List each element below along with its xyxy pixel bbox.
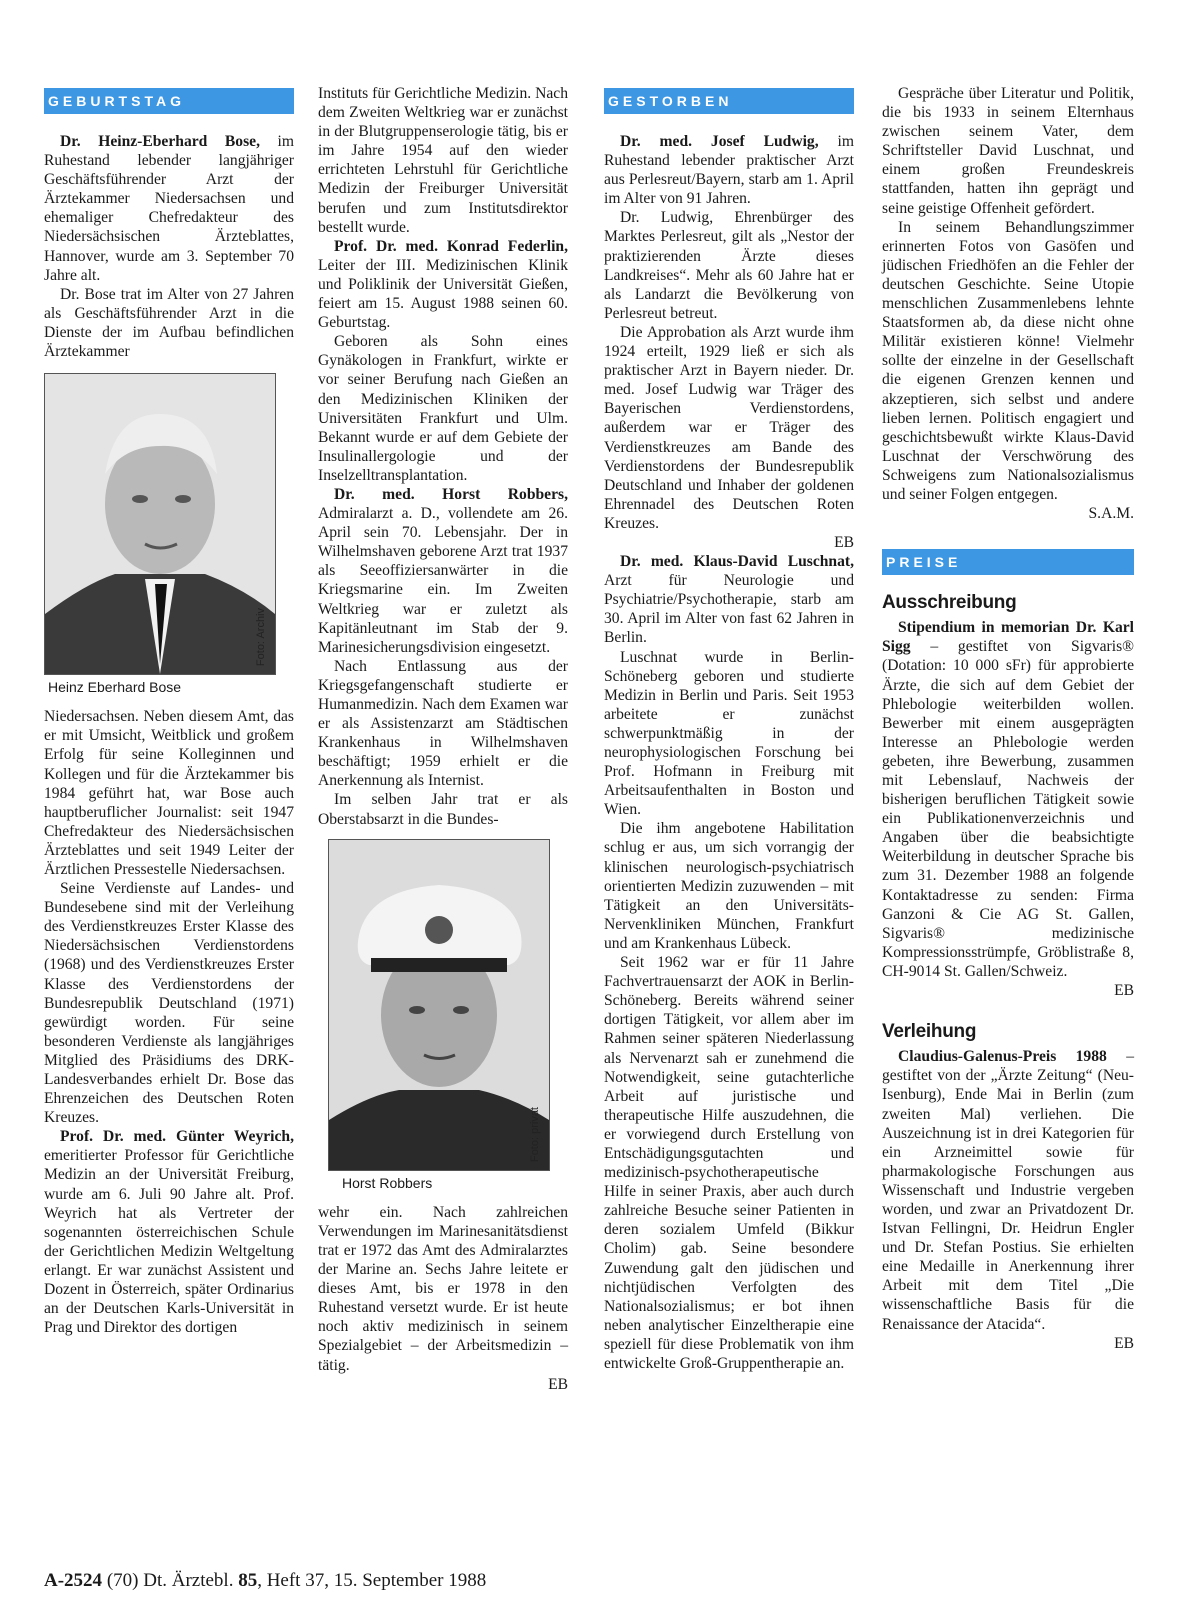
ausschreibung-text: Stipendium in memorian Dr. Karl Sigg – gestiftet von Sigvaris® (Dotation: 10 000 sFr) für approbierte Ärzte, die sich auf dem Gebiet der Phlebologie weiterbilden wollen. Bewerber mit einem ausgeprägten Interesse an Phlebologie werden gebeten, ihre Bewerbung, zusammen mit Lebenslauf, Nachweis der bisherigen beruflichen Tätigkeit sowie ein Publikationenverzeichnis und Angaben über die beabsichtigte Weiterbildung in deutscher Sprache bis zum 31. Dezember 1988 an folgende Kontaktadresse zu senden: Firma Ganzoni & Cie AG St. Gallen, Sigvaris® medizinische Kompressionsstrümpfe, Gröblistraße 8, CH-9014 St. Gallen/Schweiz. xyxy=(882,619,1134,980)
luschnat-intro: Dr. med. Klaus-David Luschnat, Arzt für Neurologie und Psychiatrie/Psychotherapie, starb am 30. April im Alter von fast 62 Jahren in Berlin. xyxy=(604,553,854,647)
column-2 xyxy=(318,84,568,1394)
robbers-photo xyxy=(328,839,550,1171)
section-banner-preise: PREISE xyxy=(882,549,1134,575)
federlin-intro: Prof. Dr. med. Konrad Federlin, Leiter der III. Medizinischen Klinik und Poliklinik der Universität Gießen, feiert am 15. August 1988 seinen 60. Geburtstag. xyxy=(318,237,568,332)
column-1 xyxy=(44,84,294,1337)
column-3 xyxy=(604,84,854,1373)
page-footer xyxy=(44,1570,486,1592)
footer-journal: (70) Dt. Ärztebl. xyxy=(102,1570,239,1591)
verleihung-signature-row xyxy=(882,1334,1134,1353)
bose-name: Dr. Heinz-Eberhard Bose, xyxy=(60,133,260,150)
luschnat-paragraph-4: Seit 1962 war er für 11 Jahre Fachvertrauensarzt der AOK in Berlin-Schöneberg. Bereits während seiner dortigen Tätigkeit, vor allem aber im Rahmen seiner späteren Niederlassung als Nervenarzt sah er zunehmend die Notwendigkeit, seine gutachterliche Arbeit auf juristische und therapeutische Hilfe auszudehnen, die er vorwiegend durch Erstellung von Entschädigungsgutachten und medizinisch-psychotherapeutische Hilfe in seiner Praxis, aber auch durch zahlreiche Besuche seiner Patienten in deren sozialem Umfeld (Bikkur Cholim) gab. Seine besondere Zuwendung galt den jüdischen und nichtjüdischen Verfolgten des Nationalsozialismus; er bot ihnen neben analytischer Einzeltherapie eine speziell für diese Problematik von ihm entwickelte Groß-Gruppentherapie an. xyxy=(604,954,854,1372)
robbers-signature-row xyxy=(318,1375,568,1394)
bose-paragraph-3: Seine Verdienste auf Landes- und Bundesebene sind mit der Verleihung des Verdienstkreuzes Erster Klasse des Niedersächsischen Verdienstordens (1968) und des Verdienstkreuzes Erster Klasse des Verdienstordens der Bundesrepublik Deutschland (1971) gewürdigt worden. Für seine besonderen Verdienste als langjähriges Mitglied des Präsidiums des DRK-Landesverbandes erhielt Dr. Bose das Ehrenzeichen des Deutschen Roten Kreuzes. xyxy=(44,880,294,1127)
ludwig-signature-row xyxy=(604,533,854,552)
bose-paragraph-2a: Dr. Bose trat im Alter von 27 Jahren als Geschäftsführender Arzt in die Dienste der im Aufbau befindlichen Ärztekammer xyxy=(44,285,294,361)
verleihung-text: Claudius-Galenus-Preis 1988 – gestiftet von der „Ärzte Zeitung“ (Neu-Isenburg), Ende Mai in Berlin (zum zweiten Mal) verliehen. Die Auszeichnung ist in drei Kategorien für ein Arzneimittel sowie für pharmakologische Forschungen aus Wissenschaft und Industrie vergeben worden, und zwar an Privatdozent Dr. Istvan Fellingni, Dr. Heidrun Engler und Dr. Stefan Postius. Sie erhielten eine Medaille in Anerkennung ihrer Arbeit mit dem Titel „Die wissenschaftliche Basis für die Renaissance der Atacida“. xyxy=(882,1048,1134,1333)
bose-paragraph-2b: Niedersachsen. Neben diesem Amt, das er mit Umsicht, Weitblick und großem Erfolg für seine Kolleginnen und Kollegen und für die Ärztekammer bis 1984 geführt hat, war Bose auch hauptberuflicher Journalist: seit 1947 Chefredakteur des Niedersächsischen Ärzteblattes und seit 1949 Leiter der Ärztlichen Pressestelle Niedersachsen. xyxy=(44,708,294,878)
footer-page-number: A-2524 xyxy=(44,1570,103,1591)
footer-issue: , Heft 37, 15. September 1988 xyxy=(257,1570,487,1591)
verleihung-heading: Verleihung xyxy=(882,1021,977,1043)
weyrich-continued: Instituts für Gerichtliche Medizin. Nach dem Zweiten Weltkrieg war er zunächst in der Blutgruppenserologie tätig, bis er im Jahre 1954 auf den wieder errichteten Lehrstuhl für Gerichtliche Medizin der Freiburger Universität berufen und zum Institutsdirektor bestellt wurde. xyxy=(318,85,568,236)
luschnat-signature: S.A.M. xyxy=(1088,505,1134,523)
verleihung-signature: EB xyxy=(1114,1334,1134,1352)
section-banner-geburtstag: GEBURTSTAG xyxy=(44,88,294,114)
footer-volume: 85 xyxy=(238,1570,258,1591)
luschnat-name: Dr. med. Klaus-David Luschnat, xyxy=(620,553,854,571)
luschnat-signature-row xyxy=(882,504,1134,523)
robbers-name: Dr. med. Horst Robbers, xyxy=(334,485,568,503)
ausschreibung-signature-row xyxy=(882,981,1134,1000)
bose-photo xyxy=(44,373,276,675)
ausschreibung-name: Stipendium in memorian Dr. Karl Sigg xyxy=(882,619,1134,656)
bose-caption: Heinz Eberhard Bose xyxy=(48,679,182,696)
robbers-paragraph-3b: wehr ein. Nach zahlreichen Verwendungen im Marinesanitätsdienst trat er 1972 das Amt des Admiralarztes der Marine an. Sechs Jahre leitete er dieses Amt, bis er 1978 in den Ruhestand versetzt wurde. Er ist heute noch aktiv medizinisch in seinem Spezialgebiet – der Arbeitsmedizin – tätig. xyxy=(318,1203,568,1374)
weyrich-name: Prof. Dr. med. Günter Weyrich, xyxy=(60,1128,294,1146)
robbers-intro: Dr. med. Horst Robbers, Admiralarzt a. D., vollendete am 26. April sein 70. Lebensjahr. Der in Wilhelmshaven geborene Arzt trat 1937 als Seeoffiziersanwärter in die Kriegsmarine ein. Im Zweiten Weltkrieg war er zuletzt als Kapitänleutnant im Stab der 9. Marinesicherungsdivision eingesetzt. xyxy=(318,485,568,656)
luschnat-paragraph-6: In seinem Behandlungszimmer erinnerten Fotos von Gasöfen und jüdischen Friedhöfen an die Fehler der deutschen Geschichte. Seine Utopie menschlichen Zusammenlebens lehnte Staatsformen ab, da diese nicht ohne Militär existieren könne! Vielmehr sollte der einzelne in der Gesellschaft die eigenen Grenzen kennen und akzeptieren, sich selbst und andere lieben lernen. Politisch engagiert und geschichtsbewußt wirkte Klaus-David Luschnat der Verschwörung des Schweigens zum Nationalsozialismus und seiner Folgen entgegen. xyxy=(882,218,1134,503)
ausschreibung-heading: Ausschreibung xyxy=(882,592,1017,614)
verleihung-name: Claudius-Galenus-Preis 1988 xyxy=(898,1048,1107,1066)
federlin-paragraph-2: Geboren als Sohn eines Gynäkologen in Frankfurt, wirkte er vor seiner Berufung nach Gießen an den Medizinischen Kliniken der Universitäten Frankfurt und Ulm. Bekannt wurde er auf dem Gebiete der Insulinallergologie und der Inselzelltransplantation. xyxy=(318,333,568,484)
federlin-name: Prof. Dr. med. Konrad Federlin, xyxy=(334,237,568,255)
ludwig-name: Dr. med. Josef Ludwig, xyxy=(620,133,819,150)
weyrich-intro: Prof. Dr. med. Günter Weyrich, emeritierter Professor für Gerichtliche Medizin an der Universität Freiburg, wurde am 6. Juli 90 Jahre alt. Prof. Weyrich hat als Vertreter der sogenannten österreichischen Schule der Gerichtlichen Medizin Weltgeltung erlangt. Er war zunächst Assistent und Dozent in Österreich, später Ordinarius an der Deutschen Karls-Universität in Prag und Direktor des dortigen xyxy=(44,1128,294,1337)
luschnat-paragraph-3: Die ihm angebotene Habilitation schlug er aus, um sich vorrangig der klinischen neurologisch-psychiatrisch orientierten Medizin zuzuwenden – mit Tätigkeit an den Universitäts-Nervenkliniken München, Frankfurt und am Krankenhaus Lübeck. xyxy=(604,820,854,952)
luschnat-paragraph-5: Gespräche über Literatur und Politik, die bis 1933 in seinem Elternhaus zwischen seinem Vater, dem Schriftsteller David Luschnat, und einem großen Freundeskreis stattfanden, hatten ihn geprägt und seine geistige Offenheit gefördert. xyxy=(882,85,1134,217)
ludwig-signature: EB xyxy=(834,533,854,551)
luschnat-paragraph-2: Luschnat wurde in Berlin-Schöneberg geboren und studierte Medizin in Berlin und Paris. Seit 1953 arbeitete er zunächst schwerpunktmäßig in der neurophysiologischen Forschung bei Prof. Hofmann in Freiburg mit Arbeitsaufenthalten in Boston und Wien. xyxy=(604,648,854,819)
ausschreibung-signature: EB xyxy=(1114,982,1134,1000)
robbers-caption: Horst Robbers xyxy=(342,1174,433,1191)
bose-intro: Dr. Heinz-Eberhard Bose, im Ruhestand lebender langjähriger Geschäftsführender Arzt der Ärztekammer Niedersachsen und ehemaliger Chefredakteur des Niedersächsischen Ärzteblattes, Hannover, wurde am 3. September 70 Jahre alt. xyxy=(44,133,294,284)
ludwig-paragraph-2: Dr. Ludwig, Ehrenbürger des Marktes Perlesreut, gilt als „Nestor der praktizierenden Ärzte dieses Landkreises“. Mehr als 60 Jahre hat er als Landarzt die Bevölkerung von Perlesreut betreut. xyxy=(604,209,854,322)
robbers-photo-credit: Foto: privat xyxy=(528,1106,541,1162)
robbers-paragraph-2: Nach Entlassung aus der Kriegsgefangenschaft studierte er Humanmedizin. Nach dem Examen war er als Assistenzarzt am Städtischen Krankenhaus in Wilhelmshaven beschäftigt; 1959 erhielt er die Anerkennung als Internist. xyxy=(318,657,568,790)
ludwig-paragraph-3: Die Approbation als Arzt wurde ihm 1924 erteilt, 1929 ließ er sich als praktischer Arzt in Bayern nieder. Dr. med. Josef Ludwig war Träger des Bayerischen Verdienstordens, außerdem war er Träger des Verdienstkreuzes am Bande des Verdienstordens der Bundesrepublik Deutschland und Inhaber der goldenen Ehrennadel des Deutschen Roten Kreuzes. xyxy=(604,323,854,532)
robbers-paragraph-3a: Im selben Jahr trat er als Oberstabsarzt in die Bundes- xyxy=(318,791,568,828)
bose-portrait-image xyxy=(45,374,275,674)
column-4 xyxy=(882,84,1134,1353)
bose-photo-credit: Foto: Archiv xyxy=(254,608,267,667)
ludwig-intro: Dr. med. Josef Ludwig, im Ruhestand lebender praktischer Arzt aus Perlesreut/Bayern, starb am 1. April im Alter von 91 Jahren. xyxy=(604,133,854,208)
section-banner-gestorben: GESTORBEN xyxy=(604,88,854,114)
robbers-signature: EB xyxy=(548,1375,568,1393)
robbers-portrait-image xyxy=(329,840,549,1170)
